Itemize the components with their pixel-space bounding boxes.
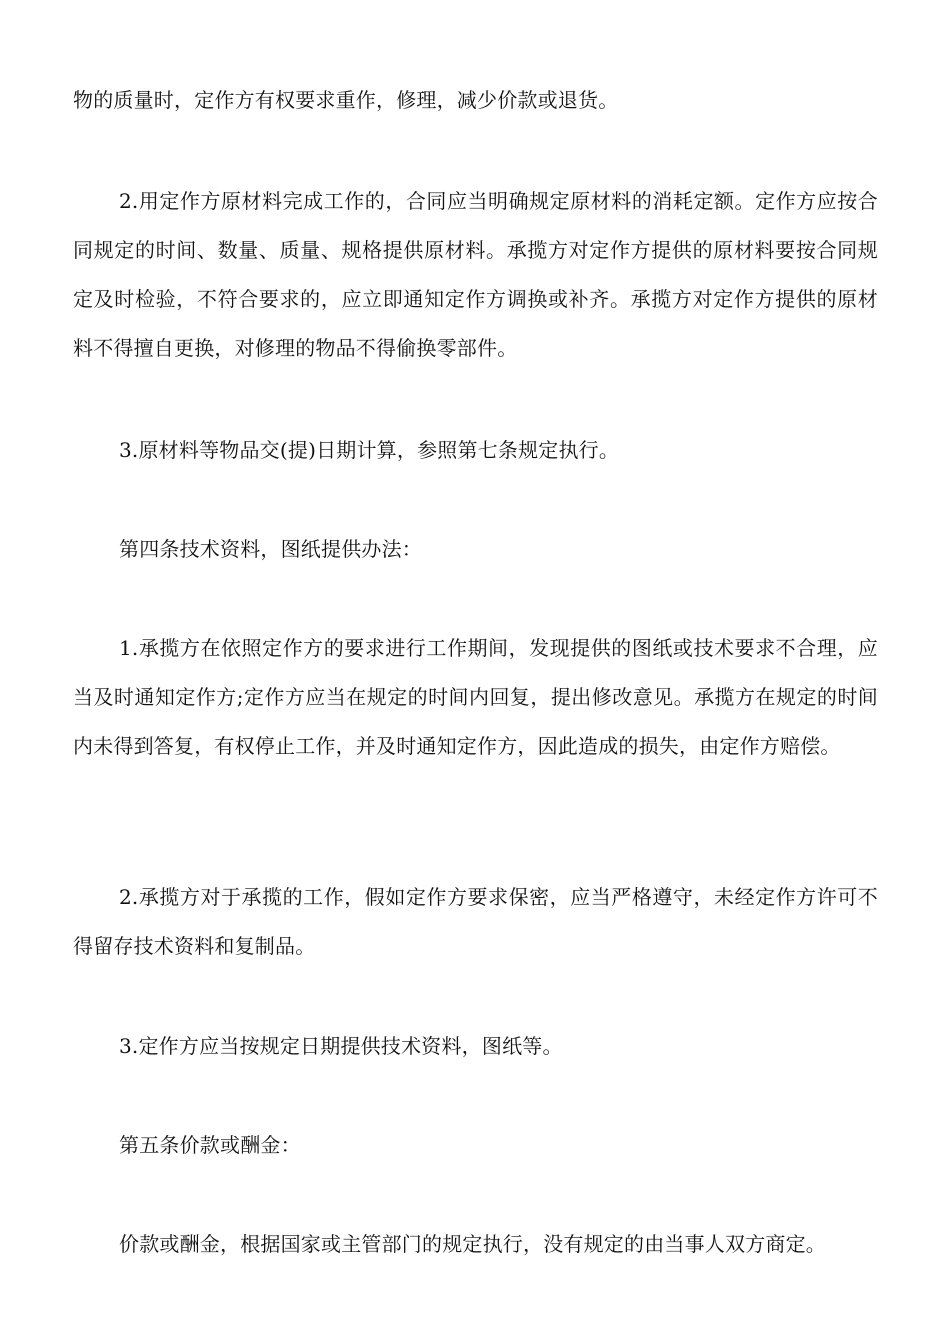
paragraph-quality-continuation: 物的质量时，定作方有权要求重作，修理，减少价款或退货。 bbox=[73, 88, 619, 112]
paragraph-price-remuneration: 价款或酬金，根据国家或主管部门的规定执行，没有规定的由当事人双方商定。 bbox=[119, 1232, 826, 1256]
heading-article-four: 第四条技术资料，图纸提供办法： bbox=[119, 537, 422, 561]
heading-article-five: 第五条价款或酬金： bbox=[119, 1133, 301, 1157]
paragraph-delivery-date: 3.原材料等物品交(提)日期计算，参照第七条规定执行。 bbox=[119, 438, 620, 462]
paragraph-confidentiality: 2.承揽方对于承揽的工作，假如定作方要求保密，应当严格遵守，未经定作方许可不得留存技术资料和复制品。 bbox=[73, 885, 878, 958]
paragraph-drawings-requirements: 1.承揽方在依照定作方的要求进行工作期间，发现提供的图纸或技术要求不合理，应当及时通知定作方;定作方应当在规定的时间内回复，提出修改意见。承揽方在规定的时间内未得到答复，有权停止工作，并及时通知定作方，因此造成的损失，由定作方赔偿。 bbox=[73, 636, 878, 758]
paragraph-technical-data-date: 3.定作方应当按规定日期提供技术资料，图纸等。 bbox=[119, 1034, 563, 1058]
paragraph-raw-materials: 2.用定作方原材料完成工作的，合同应当明确规定原材料的消耗定额。定作方应按合同规定的时间、数量、质量、规格提供原材料。承揽方对定作方提供的原材料要按合同规定及时检验，不符合要求的，应立即通知定作方调换或补齐。承揽方对定作方提供的原材料不得擅自更换，对修理的物品不得偷换零部件。 bbox=[73, 189, 878, 360]
